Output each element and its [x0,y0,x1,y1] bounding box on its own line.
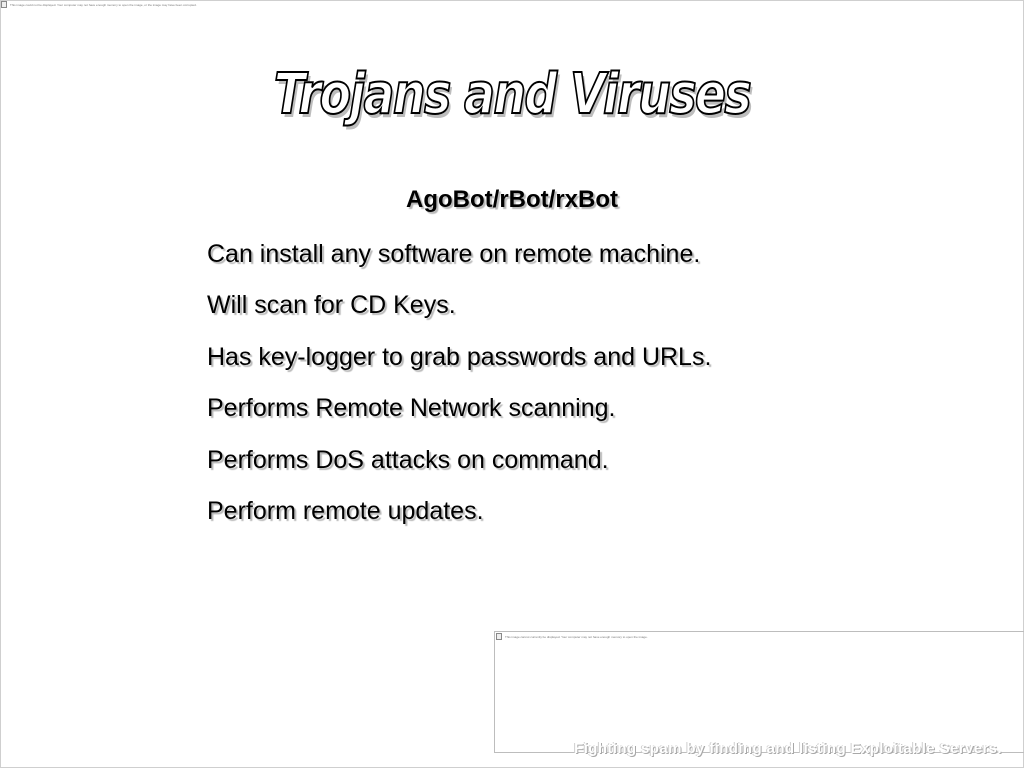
broken-image-placeholder [1,1,197,8]
slide-title: Trojans and Viruses [273,62,751,127]
slide-subtitle: AgoBot/rBot/rxBot [406,186,618,213]
bottom-image-placeholder [494,631,1024,753]
bullet-item: Perform remote updates. [207,496,484,525]
bullet-item: Has key-logger to grab passwords and URLs. [207,342,712,371]
bullet-item: Will scan for CD Keys. [207,291,456,320]
broken-image-alt-text: This image could not be displayed. Your computer may not have enough memory to open the image, or the image may have been corrupted. [10,2,197,7]
broken-image-placeholder [496,633,648,640]
footer-tagline: Fighting spam by finding and listing Exploitable Servers. [574,740,1002,757]
broken-image-alt-text: This image cannot currently be displayed. Your computer may not have enough memory to open the image. [505,634,648,639]
broken-image-icon [496,633,502,640]
bullet-item: Can install any software on remote machine. [207,240,701,268]
bullet-list [207,238,711,546]
broken-image-icon [1,1,7,8]
bullet-item: Performs Remote Network scanning. [207,394,616,423]
bullet-item: Performs DoS attacks on command. [207,445,609,474]
